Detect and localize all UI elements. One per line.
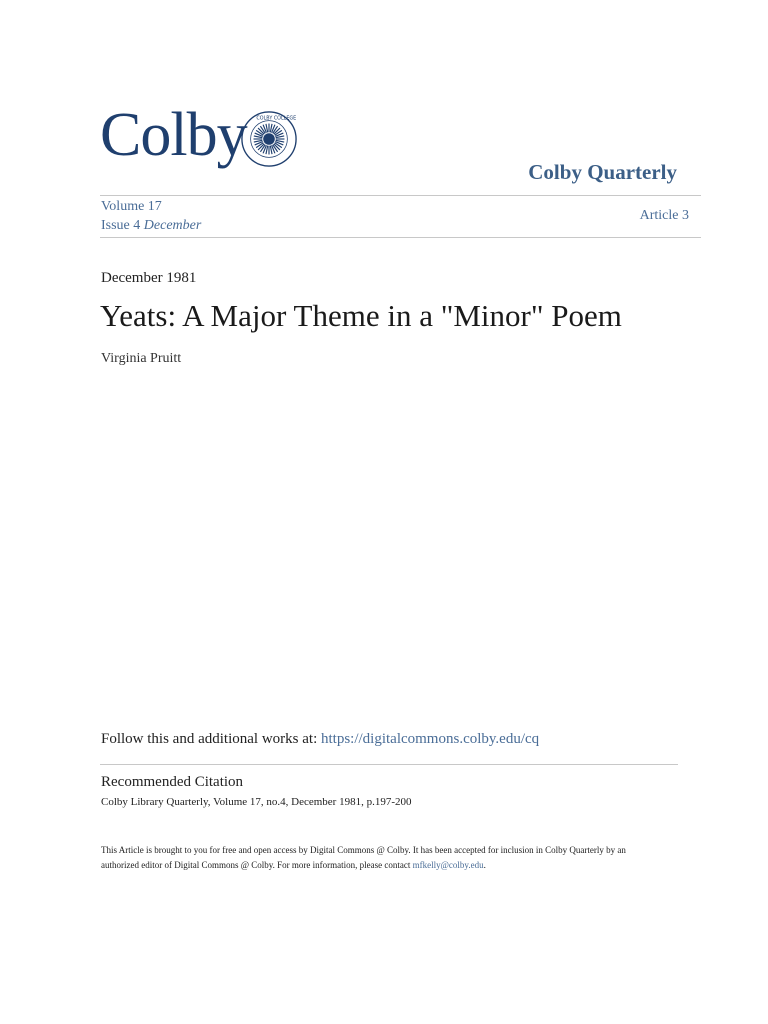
citation-heading: Recommended Citation bbox=[101, 774, 244, 790]
seal-text: COLBY COLLEGE bbox=[256, 116, 297, 122]
notice-end: . bbox=[483, 860, 486, 870]
volume-link[interactable]: Volume 17 bbox=[101, 199, 162, 214]
collection-url-link[interactable]: https://digitalcommons.colby.edu/cq bbox=[320, 731, 540, 747]
follow-line bbox=[101, 731, 539, 748]
article-number-link[interactable]: Article 3 bbox=[639, 208, 689, 223]
divider-top bbox=[100, 195, 701, 196]
article-title: Yeats: A Major Theme in a "Minor" Poem bbox=[100, 298, 622, 333]
journal-title-link[interactable]: Colby Quarterly bbox=[528, 160, 677, 184]
issue-line bbox=[101, 218, 201, 234]
article-line bbox=[640, 208, 689, 224]
divider-citation bbox=[100, 764, 678, 765]
follow-text: Follow this and additional works at: bbox=[101, 731, 321, 747]
colby-seal-icon bbox=[240, 110, 298, 168]
issue-link[interactable] bbox=[101, 218, 201, 233]
issue-number: Issue 4 bbox=[101, 218, 141, 233]
access-notice bbox=[101, 843, 661, 873]
notice-text: This Article is brought to you for free and open access by Digital Commons @ Colby. It has been accepted for inclusion in Colby Quarterly by an authorized editor of Digital Commons @ Colby. For more information, please contact bbox=[101, 845, 626, 870]
publication-date: December 1981 bbox=[101, 270, 197, 286]
colby-logo-wordmark: Colby bbox=[100, 101, 247, 169]
citation-text: Colby Library Quarterly, Volume 17, no.4, December 1981, p.197-200 bbox=[101, 796, 412, 808]
article-author: Virginia Pruitt bbox=[101, 351, 182, 366]
issue-month: December bbox=[143, 218, 202, 233]
contact-email-link[interactable]: mfkelly@colby.edu bbox=[412, 860, 484, 870]
divider-middle bbox=[100, 237, 701, 238]
volume-line bbox=[101, 199, 162, 215]
